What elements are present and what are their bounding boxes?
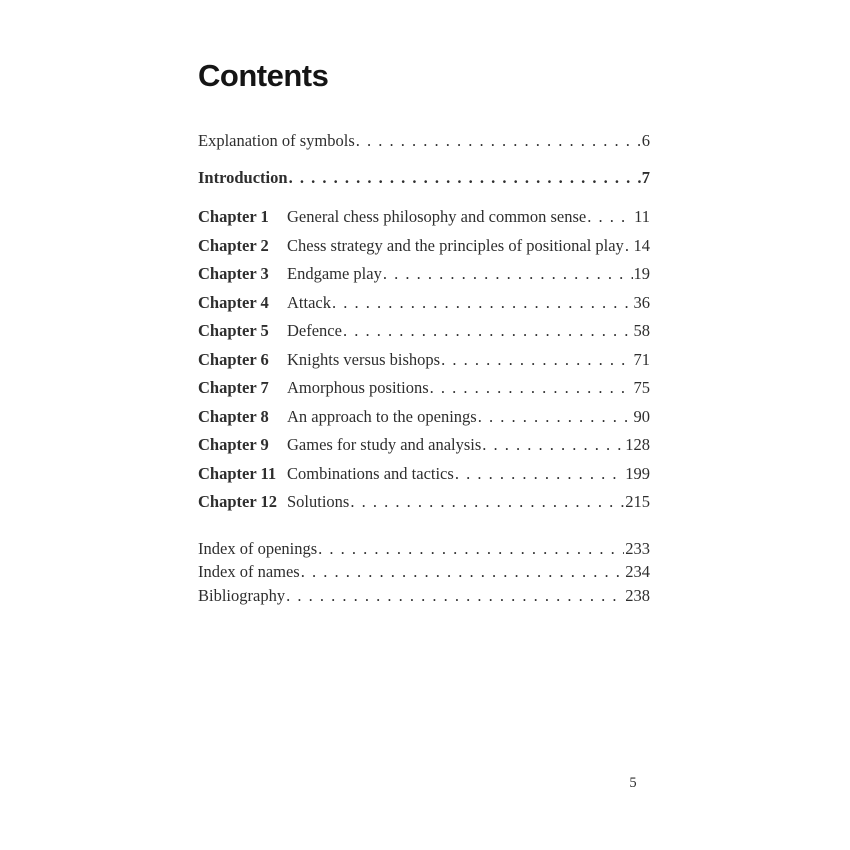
entry-page-number: 233 (625, 538, 650, 558)
back-matter-list (198, 537, 650, 608)
entry-title: Knights versus bishops (287, 349, 441, 369)
entry-page-number: 199 (625, 463, 650, 483)
toc-entry-chapter-5 (198, 317, 650, 346)
toc-entry-introduction (198, 165, 650, 191)
chapter-label: Chapter 12 (198, 492, 277, 511)
entry-page-number: 215 (625, 492, 650, 511)
dot-leader (356, 128, 641, 154)
entry-title: Bibliography (198, 585, 286, 605)
toc-entry-chapter-9 (198, 431, 650, 460)
dot-leader (286, 584, 624, 608)
toc-entry-chapter-1 (198, 203, 650, 232)
entry-title: Amorphous positions (287, 378, 429, 397)
dot-leader (383, 260, 633, 289)
chapter-list (198, 203, 650, 517)
chapter-label: Chapter 6 (198, 349, 269, 369)
dot-leader (343, 317, 633, 346)
chapter-label: Chapter 1 (198, 207, 269, 226)
chapter-label: Chapter 9 (198, 435, 269, 454)
entry-page-number: 238 (625, 585, 650, 605)
chapter-label: Chapter 3 (198, 264, 269, 283)
dot-leader (430, 374, 633, 403)
dot-leader (301, 560, 625, 584)
chapter-label: Chapter 11 (198, 463, 277, 483)
dot-leader (587, 203, 633, 232)
toc-entry-explanation-of-symbols (198, 128, 650, 154)
toc-entry-chapter-8 (198, 403, 650, 432)
entry-title: Introduction (198, 168, 288, 187)
folio-page-number: 5 (629, 775, 637, 791)
toc-entry-chapter-2 (198, 232, 650, 261)
entry-title: An approach to the openings (287, 406, 477, 426)
entry-page-number: 19 (633, 264, 650, 283)
dot-leader (478, 403, 633, 432)
dot-leader (350, 488, 624, 517)
entry-page-number: 234 (625, 562, 650, 581)
entry-title: Index of names (198, 562, 300, 581)
entry-page-number: 36 (633, 292, 650, 312)
entry-title: Solutions (287, 492, 350, 511)
dot-leader (289, 165, 641, 191)
entry-title: Index of openings (198, 538, 318, 558)
entry-title: Attack (287, 292, 331, 312)
dot-leader (482, 431, 624, 460)
dot-leader (318, 537, 624, 561)
toc-entry-bibliography (198, 584, 650, 608)
entry-page-number: 128 (625, 435, 650, 454)
dot-leader (332, 289, 633, 318)
toc-entry-chapter-6 (198, 346, 650, 375)
dot-leader (625, 232, 633, 261)
entry-page-number: 6 (641, 131, 650, 150)
entry-title: Games for study and analysis (287, 435, 482, 454)
entry-title: General chess philosophy and common sense (287, 207, 587, 226)
toc-entry-chapter-11 (198, 460, 650, 489)
toc-entry-chapter-3 (198, 260, 650, 289)
entry-title: Defence (287, 321, 342, 340)
toc-entry-index-of-openings (198, 537, 650, 561)
chapter-label: Chapter 7 (198, 378, 269, 397)
toc-entry-chapter-7 (198, 374, 650, 403)
entry-page-number: 71 (633, 349, 650, 369)
entry-title: Combinations and tactics (287, 463, 454, 483)
chapter-label: Chapter 2 (198, 235, 269, 255)
entry-title: Chess strategy and the principles of positional play (287, 235, 624, 255)
toc-entry-chapter-12 (198, 488, 650, 517)
table-of-contents (198, 60, 650, 607)
entry-title: Endgame play (287, 264, 382, 283)
contents-title: Contents (198, 58, 329, 93)
entry-title: Explanation of symbols (198, 131, 355, 150)
entry-page-number: 58 (633, 321, 650, 340)
entry-page-number: 90 (633, 406, 650, 426)
entry-page-number: 14 (633, 235, 650, 255)
dot-leader (455, 460, 624, 489)
chapter-label: Chapter 8 (198, 406, 269, 426)
toc-entry-chapter-4 (198, 289, 650, 318)
entry-page-number: 11 (634, 207, 650, 226)
chapter-label: Chapter 5 (198, 321, 269, 340)
entry-page-number: 75 (633, 378, 650, 397)
dot-leader (441, 346, 632, 375)
chapter-label: Chapter 4 (198, 292, 269, 312)
entry-page-number: 7 (641, 168, 650, 187)
toc-entry-index-of-names (198, 560, 650, 584)
